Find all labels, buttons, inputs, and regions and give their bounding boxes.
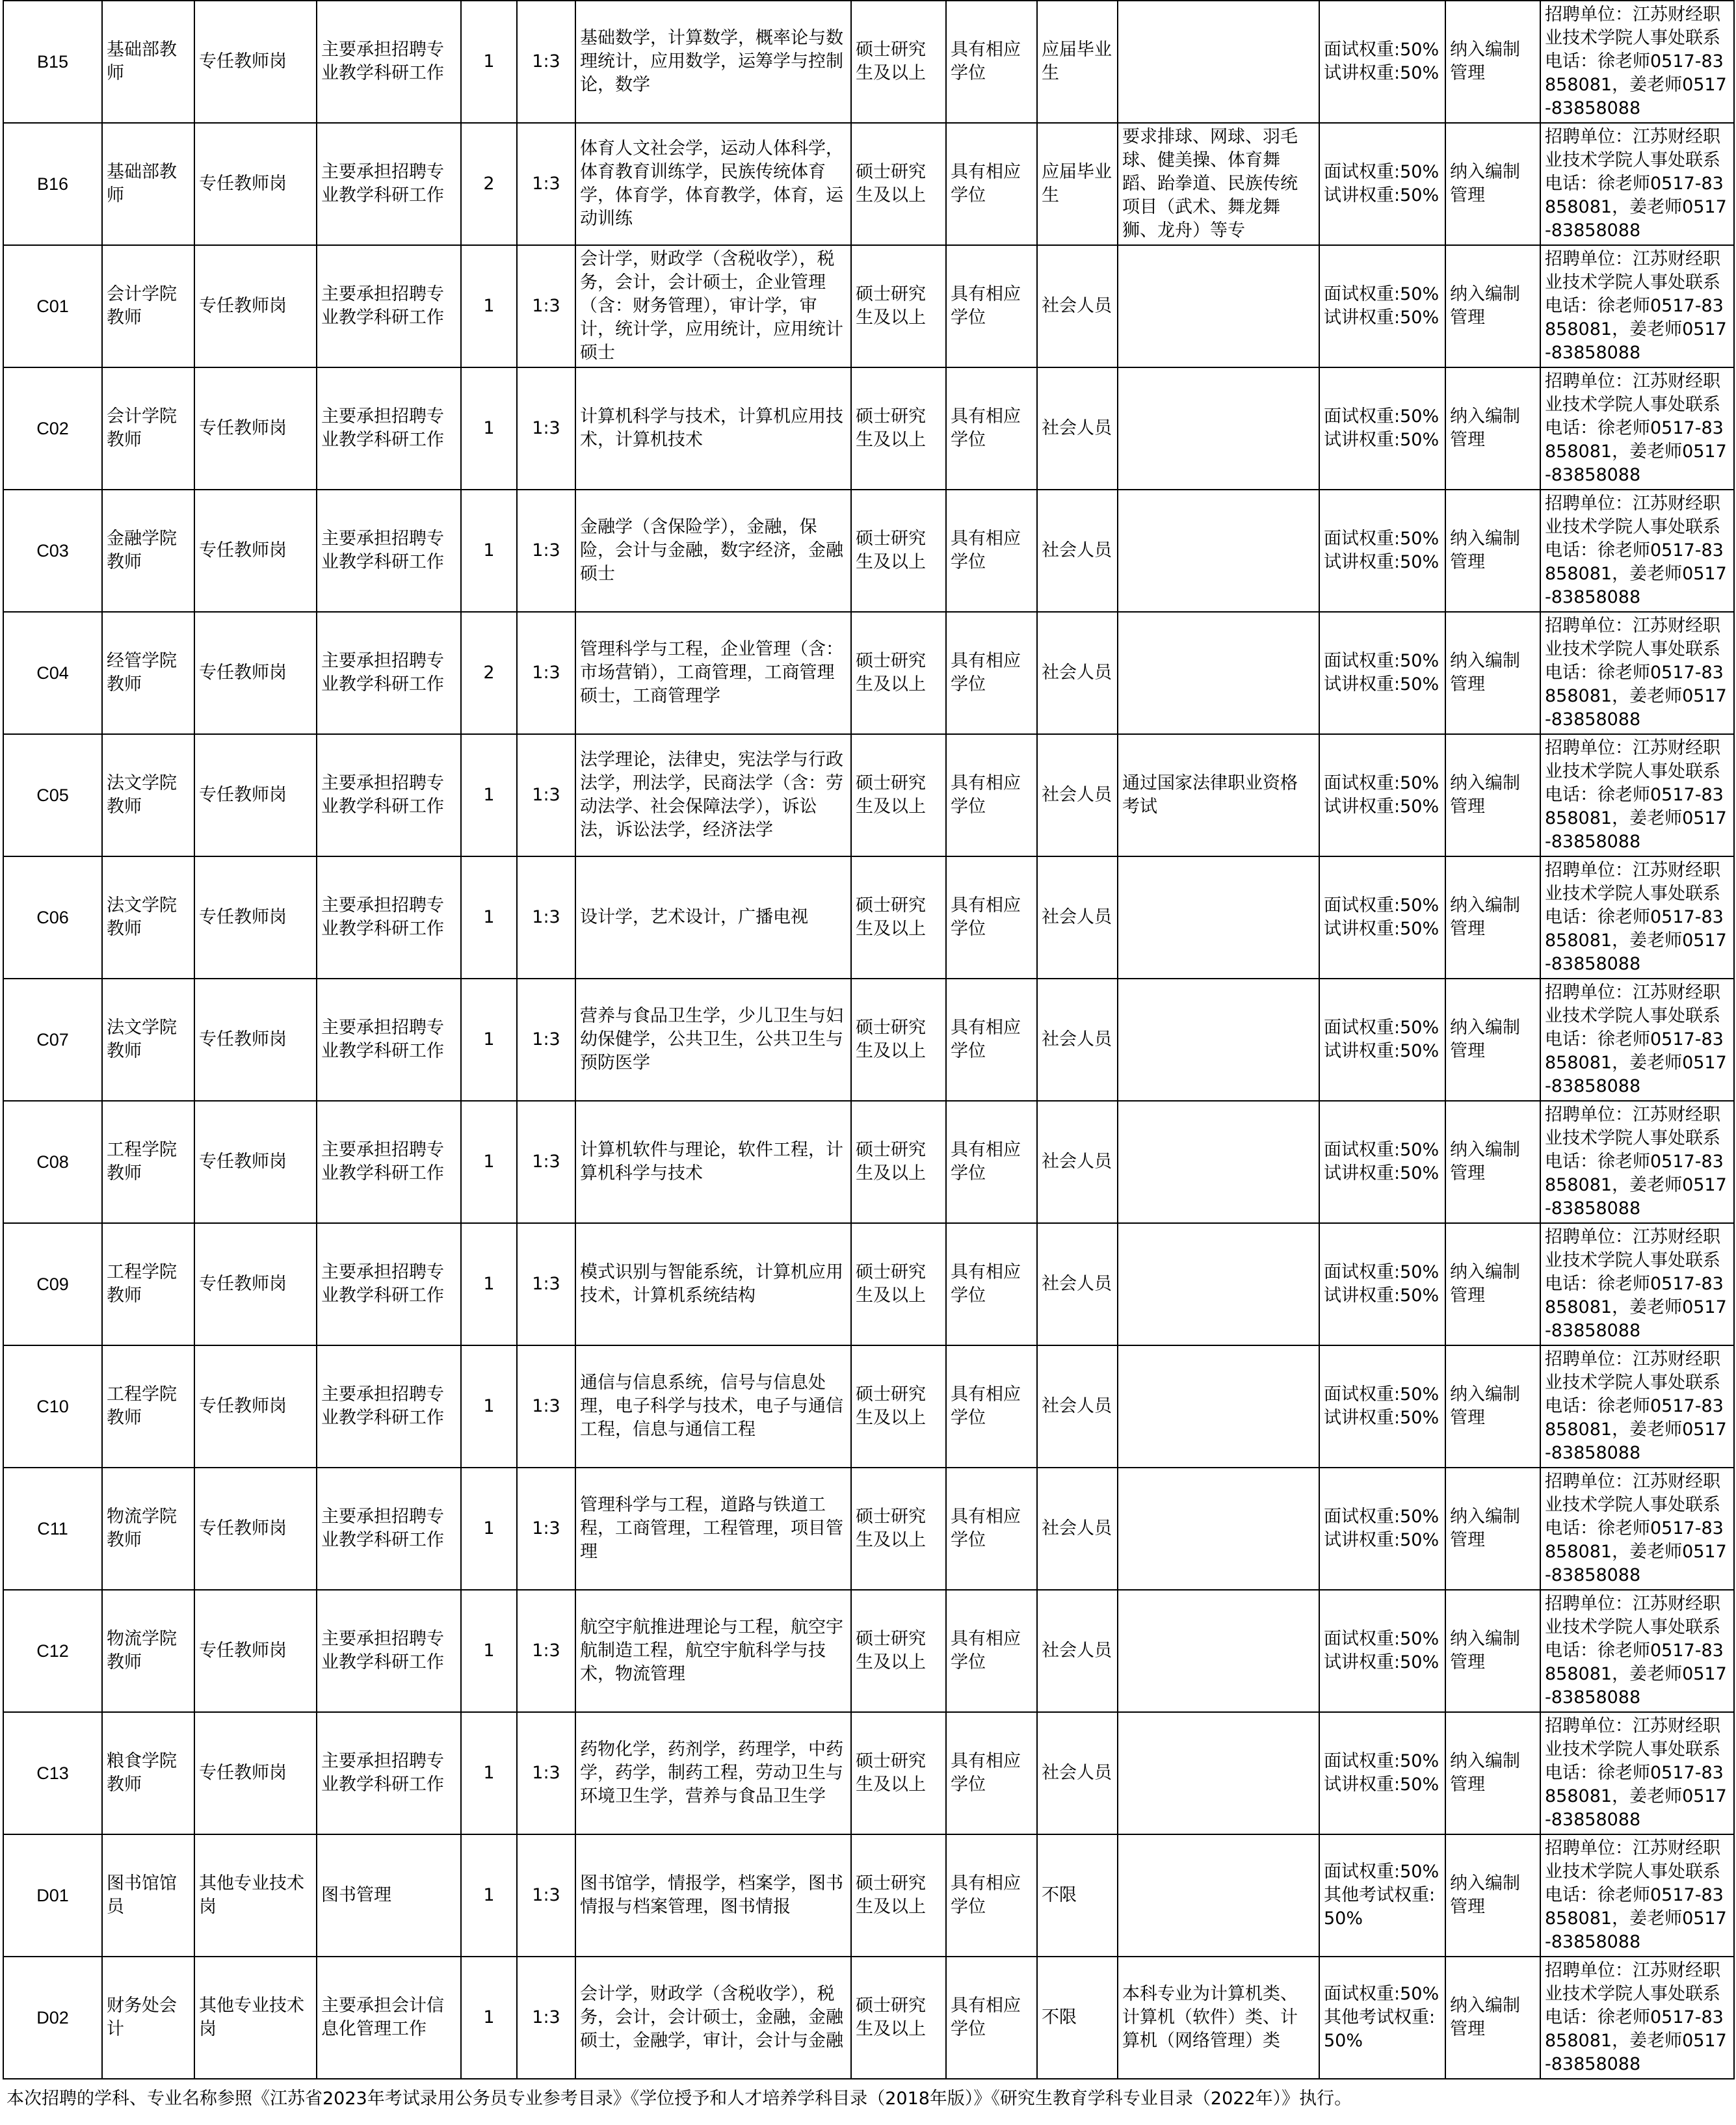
education-requirement-cell: 硕士研究生及以上 [851, 1590, 946, 1712]
exam-ratio-cell: 1:3 [517, 490, 575, 612]
other-requirement-cell [1118, 612, 1319, 734]
management-type-cell: 纳入编制管理 [1445, 1223, 1540, 1345]
exam-weight-cell: 面试权重:50% 试讲权重:50% [1319, 1468, 1445, 1590]
department-cell: 基础部教师 [102, 1, 194, 123]
exam-weight-cell: 面试权重:50% 试讲权重:50% [1319, 123, 1445, 245]
education-requirement-cell: 硕士研究生及以上 [851, 1834, 946, 1957]
management-type-cell: 纳入编制管理 [1445, 123, 1540, 245]
exam-ratio-cell: 1:3 [517, 1590, 575, 1712]
recruit-target-cell: 应届毕业生 [1037, 123, 1118, 245]
major-requirement-cell: 基础数学，计算数学，概率论与数理统计，应用数学，运筹学与控制论，数学 [575, 1, 851, 123]
major-requirement-cell: 通信与信息系统，信号与信息处理，电子科学与技术，电子与通信工程，信息与通信工程 [575, 1345, 851, 1468]
post-code-cell: C02 [3, 367, 102, 490]
post-duty-cell: 主要承担招聘专业教学科研工作 [317, 1590, 461, 1712]
post-code-cell: D02 [3, 1957, 102, 2079]
recruit-target-cell: 社会人员 [1037, 1101, 1118, 1223]
post-duty-cell: 主要承担招聘专业教学科研工作 [317, 490, 461, 612]
recruit-number-cell: 1 [461, 734, 517, 856]
management-type-cell: 纳入编制管理 [1445, 1468, 1540, 1590]
other-requirement-cell: 本科专业为计算机类、计算机（软件）类、计算机（网络管理）类 [1118, 1957, 1319, 2079]
recruit-target-cell: 社会人员 [1037, 490, 1118, 612]
other-requirement-cell [1118, 1590, 1319, 1712]
management-type-cell: 纳入编制管理 [1445, 1834, 1540, 1957]
department-cell: 会计学院教师 [102, 245, 194, 367]
recruit-number-cell: 1 [461, 979, 517, 1101]
recruit-target-cell: 社会人员 [1037, 856, 1118, 979]
major-requirement-cell: 图书馆学，情报学，档案学，图书情报与档案管理，图书情报 [575, 1834, 851, 1957]
recruit-target-cell: 社会人员 [1037, 1590, 1118, 1712]
degree-requirement-cell: 具有相应学位 [946, 367, 1037, 490]
post-duty-cell: 主要承担招聘专业教学科研工作 [317, 245, 461, 367]
post-type-cell: 专任教师岗 [194, 612, 317, 734]
post-code-cell: D01 [3, 1834, 102, 1957]
major-requirement-cell: 模式识别与智能系统，计算机应用技术，计算机系统结构 [575, 1223, 851, 1345]
exam-ratio-cell: 1:3 [517, 367, 575, 490]
post-duty-cell: 主要承担招聘专业教学科研工作 [317, 1101, 461, 1223]
education-requirement-cell: 硕士研究生及以上 [851, 367, 946, 490]
recruit-number-cell: 1 [461, 490, 517, 612]
contact-info-cell: 招聘单位：江苏财经职业技术学院人事处联系电话：徐老师0517-83858081，姜老师0517-83858088 [1540, 1223, 1734, 1345]
management-type-cell: 纳入编制管理 [1445, 1712, 1540, 1834]
recruit-target-cell: 社会人员 [1037, 1468, 1118, 1590]
other-requirement-cell [1118, 1101, 1319, 1223]
other-requirement-cell [1118, 367, 1319, 490]
exam-weight-cell: 面试权重:50% 试讲权重:50% [1319, 1712, 1445, 1834]
post-type-cell: 专任教师岗 [194, 1590, 317, 1712]
table-row [3, 734, 1734, 856]
degree-requirement-cell: 具有相应学位 [946, 856, 1037, 979]
post-code-cell: C12 [3, 1590, 102, 1712]
other-requirement-cell [1118, 1468, 1319, 1590]
recruit-number-cell: 1 [461, 856, 517, 979]
major-requirement-cell: 设计学，艺术设计，广播电视 [575, 856, 851, 979]
department-cell: 经管学院教师 [102, 612, 194, 734]
post-duty-cell: 主要承担招聘专业教学科研工作 [317, 856, 461, 979]
recruit-number-cell: 1 [461, 1223, 517, 1345]
exam-weight-cell: 面试权重:50% 试讲权重:50% [1319, 612, 1445, 734]
department-cell: 物流学院教师 [102, 1590, 194, 1712]
table-row [3, 856, 1734, 979]
recruit-number-cell: 1 [461, 1, 517, 123]
education-requirement-cell: 硕士研究生及以上 [851, 1223, 946, 1345]
other-requirement-cell [1118, 856, 1319, 979]
management-type-cell: 纳入编制管理 [1445, 1, 1540, 123]
post-duty-cell: 主要承担招聘专业教学科研工作 [317, 1468, 461, 1590]
recruit-number-cell: 1 [461, 1101, 517, 1223]
post-type-cell: 其他专业技术岗 [194, 1834, 317, 1957]
recruit-number-cell: 1 [461, 245, 517, 367]
other-requirement-cell: 要求排球、网球、羽毛球、健美操、体育舞蹈、跆拳道、民族传统项目（武术、舞龙舞狮、龙舟）等专 [1118, 123, 1319, 245]
post-code-cell: C08 [3, 1101, 102, 1223]
major-requirement-cell: 计算机科学与技术，计算机应用技术，计算机技术 [575, 367, 851, 490]
contact-info-cell: 招聘单位：江苏财经职业技术学院人事处联系电话：徐老师0517-83858081，姜老师0517-83858088 [1540, 490, 1734, 612]
exam-weight-cell: 面试权重:50% 试讲权重:50% [1319, 856, 1445, 979]
exam-weight-cell: 面试权重:50% 试讲权重:50% [1319, 367, 1445, 490]
recruit-target-cell: 社会人员 [1037, 1712, 1118, 1834]
contact-info-cell: 招聘单位：江苏财经职业技术学院人事处联系电话：徐老师0517-83858081，姜老师0517-83858088 [1540, 612, 1734, 734]
major-requirement-cell: 会计学，财政学（含税收学），税务，会计，会计硕士，企业管理（含：财务管理），审计学，审计，统计学，应用统计，应用统计硕士 [575, 245, 851, 367]
department-cell: 工程学院教师 [102, 1345, 194, 1468]
other-requirement-cell [1118, 1345, 1319, 1468]
contact-info-cell: 招聘单位：江苏财经职业技术学院人事处联系电话：徐老师0517-83858081，姜老师0517-83858088 [1540, 1957, 1734, 2079]
department-cell: 法文学院教师 [102, 734, 194, 856]
major-requirement-cell: 航空宇航推进理论与工程，航空宇航制造工程，航空宇航科学与技术，物流管理 [575, 1590, 851, 1712]
contact-info-cell: 招聘单位：江苏财经职业技术学院人事处联系电话：徐老师0517-83858081，姜老师0517-83858088 [1540, 1834, 1734, 1957]
education-requirement-cell: 硕士研究生及以上 [851, 490, 946, 612]
post-duty-cell: 主要承担招聘专业教学科研工作 [317, 1, 461, 123]
major-requirement-cell: 计算机软件与理论，软件工程，计算机科学与技术 [575, 1101, 851, 1223]
contact-info-cell: 招聘单位：江苏财经职业技术学院人事处联系电话：徐老师0517-83858081，姜老师0517-83858088 [1540, 1712, 1734, 1834]
exam-ratio-cell: 1:3 [517, 1101, 575, 1223]
degree-requirement-cell: 具有相应学位 [946, 734, 1037, 856]
management-type-cell: 纳入编制管理 [1445, 367, 1540, 490]
recruit-number-cell: 1 [461, 1834, 517, 1957]
exam-weight-cell: 面试权重:50% 试讲权重:50% [1319, 734, 1445, 856]
management-type-cell: 纳入编制管理 [1445, 1345, 1540, 1468]
table-row [3, 1468, 1734, 1590]
education-requirement-cell: 硕士研究生及以上 [851, 1712, 946, 1834]
management-type-cell: 纳入编制管理 [1445, 1590, 1540, 1712]
management-type-cell: 纳入编制管理 [1445, 1101, 1540, 1223]
recruit-target-cell: 社会人员 [1037, 367, 1118, 490]
exam-ratio-cell: 1:3 [517, 1834, 575, 1957]
exam-ratio-cell: 1:3 [517, 1345, 575, 1468]
education-requirement-cell: 硕士研究生及以上 [851, 1101, 946, 1223]
post-type-cell: 专任教师岗 [194, 1223, 317, 1345]
recruit-number-cell: 2 [461, 612, 517, 734]
contact-info-cell: 招聘单位：江苏财经职业技术学院人事处联系电话：徐老师0517-83858081，姜老师0517-83858088 [1540, 1345, 1734, 1468]
post-type-cell: 专任教师岗 [194, 856, 317, 979]
exam-weight-cell: 面试权重:50% 试讲权重:50% [1319, 1223, 1445, 1345]
education-requirement-cell: 硕士研究生及以上 [851, 1957, 946, 2079]
recruit-target-cell: 应届毕业生 [1037, 1, 1118, 123]
degree-requirement-cell: 具有相应学位 [946, 490, 1037, 612]
post-code-cell: C04 [3, 612, 102, 734]
exam-weight-cell: 面试权重:50% 试讲权重:50% [1319, 1590, 1445, 1712]
other-requirement-cell [1118, 979, 1319, 1101]
exam-weight-cell: 面试权重:50% 其他考试权重:50% [1319, 1957, 1445, 2079]
recruit-number-cell: 1 [461, 1468, 517, 1590]
post-code-cell: B15 [3, 1, 102, 123]
other-requirement-cell [1118, 1834, 1319, 1957]
recruit-number-cell: 2 [461, 123, 517, 245]
department-cell: 金融学院教师 [102, 490, 194, 612]
degree-requirement-cell: 具有相应学位 [946, 1834, 1037, 1957]
post-type-cell: 专任教师岗 [194, 1468, 317, 1590]
recruit-target-cell: 社会人员 [1037, 734, 1118, 856]
post-duty-cell: 主要承担招聘专业教学科研工作 [317, 123, 461, 245]
post-type-cell: 专任教师岗 [194, 1, 317, 123]
contact-info-cell: 招聘单位：江苏财经职业技术学院人事处联系电话：徐老师0517-83858081，姜老师0517-83858088 [1540, 245, 1734, 367]
post-type-cell: 专任教师岗 [194, 367, 317, 490]
major-requirement-cell: 药物化学，药剂学，药理学，中药学，药学，制药工程，劳动卫生与环境卫生学，营养与食品卫生学 [575, 1712, 851, 1834]
other-requirement-cell [1118, 490, 1319, 612]
post-duty-cell: 主要承担招聘专业教学科研工作 [317, 1712, 461, 1834]
post-code-cell: C11 [3, 1468, 102, 1590]
table-row [3, 245, 1734, 367]
exam-ratio-cell: 1:3 [517, 612, 575, 734]
table-body [3, 1, 1734, 2079]
table-row [3, 1, 1734, 123]
other-requirement-cell [1118, 1712, 1319, 1834]
department-cell: 会计学院教师 [102, 367, 194, 490]
table-row [3, 1590, 1734, 1712]
degree-requirement-cell: 具有相应学位 [946, 1957, 1037, 2079]
management-type-cell: 纳入编制管理 [1445, 1957, 1540, 2079]
major-requirement-cell: 体育人文社会学，运动人体科学，体育教育训练学，民族传统体育学，体育学，体育教学，体育，运动训练 [575, 123, 851, 245]
management-type-cell: 纳入编制管理 [1445, 979, 1540, 1101]
department-cell: 工程学院教师 [102, 1223, 194, 1345]
degree-requirement-cell: 具有相应学位 [946, 979, 1037, 1101]
post-duty-cell: 主要承担招聘专业教学科研工作 [317, 734, 461, 856]
exam-weight-cell: 面试权重:50% 试讲权重:50% [1319, 1101, 1445, 1223]
post-code-cell: C10 [3, 1345, 102, 1468]
post-code-cell: C13 [3, 1712, 102, 1834]
degree-requirement-cell: 具有相应学位 [946, 1712, 1037, 1834]
recruit-target-cell: 社会人员 [1037, 245, 1118, 367]
post-code-cell: C07 [3, 979, 102, 1101]
post-type-cell: 专任教师岗 [194, 1712, 317, 1834]
post-duty-cell: 主要承担招聘专业教学科研工作 [317, 367, 461, 490]
education-requirement-cell: 硕士研究生及以上 [851, 734, 946, 856]
recruitment-table [3, 0, 1735, 2079]
management-type-cell: 纳入编制管理 [1445, 856, 1540, 979]
degree-requirement-cell: 具有相应学位 [946, 612, 1037, 734]
contact-info-cell: 招聘单位：江苏财经职业技术学院人事处联系电话：徐老师0517-83858081，姜老师0517-83858088 [1540, 856, 1734, 979]
recruit-target-cell: 社会人员 [1037, 979, 1118, 1101]
exam-ratio-cell: 1:3 [517, 245, 575, 367]
recruit-number-cell: 1 [461, 1957, 517, 2079]
education-requirement-cell: 硕士研究生及以上 [851, 123, 946, 245]
contact-info-cell: 招聘单位：江苏财经职业技术学院人事处联系电话：徐老师0517-83858081，姜老师0517-83858088 [1540, 1, 1734, 123]
post-code-cell: C06 [3, 856, 102, 979]
post-duty-cell: 图书管理 [317, 1834, 461, 1957]
other-requirement-cell [1118, 245, 1319, 367]
table-row [3, 367, 1734, 490]
post-duty-cell: 主要承担招聘专业教学科研工作 [317, 1345, 461, 1468]
major-requirement-cell: 法学理论，法律史，宪法学与行政法学，刑法学，民商法学（含：劳动法学、社会保障法学），诉讼法，诉讼法学，经济法学 [575, 734, 851, 856]
post-type-cell: 其他专业技术岗 [194, 1957, 317, 2079]
contact-info-cell: 招聘单位：江苏财经职业技术学院人事处联系电话：徐老师0517-83858081，姜老师0517-83858088 [1540, 1101, 1734, 1223]
department-cell: 图书馆馆员 [102, 1834, 194, 1957]
contact-info-cell: 招聘单位：江苏财经职业技术学院人事处联系电话：徐老师0517-83858081，姜老师0517-83858088 [1540, 1590, 1734, 1712]
contact-info-cell: 招聘单位：江苏财经职业技术学院人事处联系电话：徐老师0517-83858081，姜老师0517-83858088 [1540, 734, 1734, 856]
exam-ratio-cell: 1:3 [517, 1, 575, 123]
table-row [3, 123, 1734, 245]
degree-requirement-cell: 具有相应学位 [946, 1345, 1037, 1468]
recruit-target-cell: 社会人员 [1037, 612, 1118, 734]
education-requirement-cell: 硕士研究生及以上 [851, 1, 946, 123]
other-requirement-cell [1118, 1, 1319, 123]
exam-ratio-cell: 1:3 [517, 856, 575, 979]
post-duty-cell: 主要承担招聘专业教学科研工作 [317, 979, 461, 1101]
other-requirement-cell: 通过国家法律职业资格考试 [1118, 734, 1319, 856]
major-requirement-cell: 金融学（含保险学），金融，保险，会计与金融，数字经济，金融硕士 [575, 490, 851, 612]
post-type-cell: 专任教师岗 [194, 490, 317, 612]
contact-info-cell: 招聘单位：江苏财经职业技术学院人事处联系电话：徐老师0517-83858081，姜老师0517-83858088 [1540, 123, 1734, 245]
post-type-cell: 专任教师岗 [194, 734, 317, 856]
table-row [3, 1957, 1734, 2079]
post-code-cell: B16 [3, 123, 102, 245]
degree-requirement-cell: 具有相应学位 [946, 1590, 1037, 1712]
exam-weight-cell: 面试权重:50% 其他考试权重:50% [1319, 1834, 1445, 1957]
post-duty-cell: 主要承担招聘专业教学科研工作 [317, 1223, 461, 1345]
post-type-cell: 专任教师岗 [194, 1101, 317, 1223]
department-cell: 工程学院教师 [102, 1101, 194, 1223]
recruit-target-cell: 社会人员 [1037, 1345, 1118, 1468]
post-duty-cell: 主要承担招聘专业教学科研工作 [317, 612, 461, 734]
management-type-cell: 纳入编制管理 [1445, 490, 1540, 612]
table-row [3, 490, 1734, 612]
contact-info-cell: 招聘单位：江苏财经职业技术学院人事处联系电话：徐老师0517-83858081，姜老师0517-83858088 [1540, 367, 1734, 490]
post-type-cell: 专任教师岗 [194, 245, 317, 367]
post-type-cell: 专任教师岗 [194, 979, 317, 1101]
department-cell: 物流学院教师 [102, 1468, 194, 1590]
major-requirement-cell: 管理科学与工程，道路与铁道工程，工商管理，工程管理，项目管理 [575, 1468, 851, 1590]
degree-requirement-cell: 具有相应学位 [946, 1, 1037, 123]
exam-ratio-cell: 1:3 [517, 979, 575, 1101]
degree-requirement-cell: 具有相应学位 [946, 245, 1037, 367]
major-requirement-cell: 营养与食品卫生学，少儿卫生与妇幼保健学，公共卫生，公共卫生与预防医学 [575, 979, 851, 1101]
education-requirement-cell: 硕士研究生及以上 [851, 856, 946, 979]
department-cell: 法文学院教师 [102, 979, 194, 1101]
exam-ratio-cell: 1:3 [517, 123, 575, 245]
exam-weight-cell: 面试权重:50% 试讲权重:50% [1319, 1345, 1445, 1468]
exam-weight-cell: 面试权重:50% 试讲权重:50% [1319, 245, 1445, 367]
exam-weight-cell: 面试权重:50% 试讲权重:50% [1319, 490, 1445, 612]
major-requirement-cell: 管理科学与工程，企业管理（含：市场营销），工商管理，工商管理硕士，工商管理学 [575, 612, 851, 734]
exam-weight-cell: 面试权重:50% 试讲权重:50% [1319, 979, 1445, 1101]
major-requirement-cell: 会计学，财政学（含税收学），税务，会计，会计硕士，金融，金融硕士，金融学，审计，会计与金融 [575, 1957, 851, 2079]
post-type-cell: 专任教师岗 [194, 1345, 317, 1468]
footnote: 本次招聘的学科、专业名称参照《江苏省2023年考试录用公务员专业参考目录》《学位授予和人才培养学科目录（2018年版）》《研究生教育学科专业目录（2022年）》执行。 [7, 2089, 1352, 2109]
exam-ratio-cell: 1:3 [517, 1223, 575, 1345]
recruit-number-cell: 1 [461, 1345, 517, 1468]
post-code-cell: C09 [3, 1223, 102, 1345]
contact-info-cell: 招聘单位：江苏财经职业技术学院人事处联系电话：徐老师0517-83858081，姜老师0517-83858088 [1540, 1468, 1734, 1590]
post-code-cell: C05 [3, 734, 102, 856]
education-requirement-cell: 硕士研究生及以上 [851, 979, 946, 1101]
management-type-cell: 纳入编制管理 [1445, 734, 1540, 856]
department-cell: 法文学院教师 [102, 856, 194, 979]
recruit-number-cell: 1 [461, 1590, 517, 1712]
post-duty-cell: 主要承担会计信息化管理工作 [317, 1957, 461, 2079]
management-type-cell: 纳入编制管理 [1445, 245, 1540, 367]
table-row [3, 979, 1734, 1101]
other-requirement-cell [1118, 1223, 1319, 1345]
management-type-cell: 纳入编制管理 [1445, 612, 1540, 734]
exam-ratio-cell: 1:3 [517, 734, 575, 856]
exam-ratio-cell: 1:3 [517, 1957, 575, 2079]
recruit-target-cell: 不限 [1037, 1957, 1118, 2079]
post-code-cell: C01 [3, 245, 102, 367]
table-row [3, 1834, 1734, 1957]
department-cell: 财务处会计 [102, 1957, 194, 2079]
table-row [3, 1223, 1734, 1345]
education-requirement-cell: 硕士研究生及以上 [851, 1468, 946, 1590]
education-requirement-cell: 硕士研究生及以上 [851, 612, 946, 734]
post-code-cell: C03 [3, 490, 102, 612]
degree-requirement-cell: 具有相应学位 [946, 1101, 1037, 1223]
education-requirement-cell: 硕士研究生及以上 [851, 1345, 946, 1468]
department-cell: 粮食学院教师 [102, 1712, 194, 1834]
degree-requirement-cell: 具有相应学位 [946, 1223, 1037, 1345]
post-type-cell: 专任教师岗 [194, 123, 317, 245]
recruit-number-cell: 1 [461, 1712, 517, 1834]
table-row [3, 1101, 1734, 1223]
education-requirement-cell: 硕士研究生及以上 [851, 245, 946, 367]
exam-ratio-cell: 1:3 [517, 1712, 575, 1834]
exam-weight-cell: 面试权重:50% 试讲权重:50% [1319, 1, 1445, 123]
recruit-target-cell: 社会人员 [1037, 1223, 1118, 1345]
contact-info-cell: 招聘单位：江苏财经职业技术学院人事处联系电话：徐老师0517-83858081，姜老师0517-83858088 [1540, 979, 1734, 1101]
department-cell: 基础部教师 [102, 123, 194, 245]
recruit-number-cell: 1 [461, 367, 517, 490]
degree-requirement-cell: 具有相应学位 [946, 123, 1037, 245]
exam-ratio-cell: 1:3 [517, 1468, 575, 1590]
recruit-target-cell: 不限 [1037, 1834, 1118, 1957]
table-row [3, 612, 1734, 734]
table-row [3, 1712, 1734, 1834]
table-row [3, 1345, 1734, 1468]
degree-requirement-cell: 具有相应学位 [946, 1468, 1037, 1590]
